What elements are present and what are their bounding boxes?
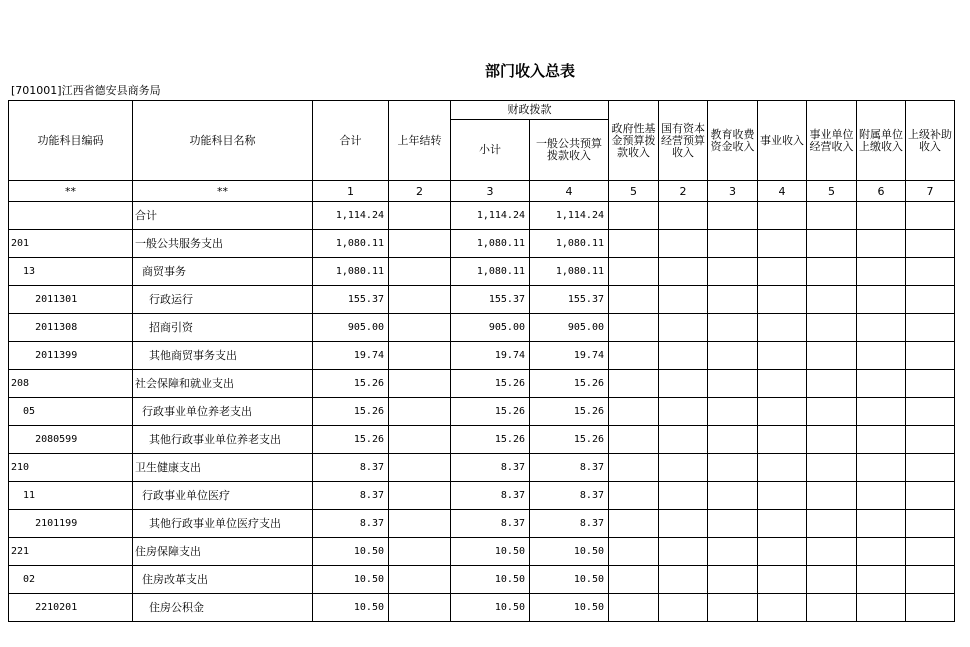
empty-cell [609,342,659,370]
empty-cell [609,314,659,342]
carryover-cell [389,482,451,510]
name-cell: 卫生健康支出 [133,454,313,482]
empty-cell [708,566,758,594]
header-carryover: 上年结转 [389,101,451,181]
subtotal-cell: 1,080.11 [451,230,530,258]
total-cell: 15.26 [313,370,389,398]
table-row [9,230,955,258]
carryover-cell [389,594,451,622]
subtotal-cell: 8.37 [451,454,530,482]
name-cell: 行政事业单位养老支出 [133,398,313,426]
general-budget-cell: 155.37 [530,286,609,314]
subtotal-cell: 1,080.11 [451,258,530,286]
table-row [9,398,955,426]
empty-cell [659,510,708,538]
name-cell: 其他行政事业单位医疗支出 [133,510,313,538]
empty-cell [857,566,906,594]
code-cell: 210 [9,454,133,482]
empty-cell [906,566,955,594]
code-cell: 2011308 [9,314,133,342]
code-cell: 201 [9,230,133,258]
code-cell: 2210201 [9,594,133,622]
index-cell: 6 [857,181,906,202]
carryover-cell [389,314,451,342]
empty-cell [708,510,758,538]
empty-cell [906,426,955,454]
total-cell: 1,080.11 [313,230,389,258]
empty-cell [857,286,906,314]
carryover-cell [389,342,451,370]
empty-cell [857,230,906,258]
subtotal-cell: 8.37 [451,510,530,538]
empty-cell [906,202,955,230]
index-cell: 7 [906,181,955,202]
empty-cell [857,258,906,286]
empty-cell [807,258,857,286]
empty-cell [609,202,659,230]
empty-cell [609,258,659,286]
code-cell: 02 [9,566,133,594]
empty-cell [609,398,659,426]
subtotal-cell: 19.74 [451,342,530,370]
subtotal-cell: 155.37 [451,286,530,314]
empty-cell [906,454,955,482]
empty-cell [609,482,659,510]
empty-cell [659,538,708,566]
general-budget-cell: 8.37 [530,454,609,482]
empty-cell [857,594,906,622]
empty-cell [708,594,758,622]
subtotal-cell: 10.50 [451,538,530,566]
carryover-cell [389,454,451,482]
empty-cell [857,454,906,482]
empty-cell [758,454,807,482]
empty-cell [609,454,659,482]
carryover-cell [389,538,451,566]
empty-cell [659,398,708,426]
name-cell: 一般公共服务支出 [133,230,313,258]
empty-cell [807,510,857,538]
empty-cell [708,258,758,286]
index-row [9,181,955,202]
name-cell: 住房保障支出 [133,538,313,566]
empty-cell [807,370,857,398]
subtotal-cell: 15.26 [451,398,530,426]
code-cell: 2011399 [9,342,133,370]
total-cell: 8.37 [313,510,389,538]
empty-cell [758,230,807,258]
total-cell: 1,080.11 [313,258,389,286]
empty-cell [659,230,708,258]
income-summary-table [8,100,955,622]
subtotal-cell: 905.00 [451,314,530,342]
empty-cell [708,482,758,510]
header-code: 功能科目编码 [9,101,133,181]
subtotal-cell: 15.26 [451,370,530,398]
empty-cell [906,398,955,426]
name-cell: 其他行政事业单位养老支出 [133,426,313,454]
code-cell: 2080599 [9,426,133,454]
empty-cell [807,342,857,370]
header-name: 功能科目名称 [133,101,313,181]
empty-cell [659,566,708,594]
general-budget-cell: 15.26 [530,398,609,426]
total-cell: 15.26 [313,398,389,426]
empty-cell [758,314,807,342]
empty-cell [609,538,659,566]
empty-cell [857,426,906,454]
empty-cell [857,370,906,398]
code-cell: 13 [9,258,133,286]
header-gov-fund: 政府性基金预算拨款收入 [609,101,659,181]
empty-cell [708,398,758,426]
empty-cell [807,594,857,622]
empty-cell [758,426,807,454]
carryover-cell [389,202,451,230]
empty-cell [659,314,708,342]
table-row [9,566,955,594]
empty-cell [609,230,659,258]
index-cell: 3 [451,181,530,202]
header-affiliated-income: 附属单位上缴收入 [857,101,906,181]
name-cell: 社会保障和就业支出 [133,370,313,398]
general-budget-cell: 1,080.11 [530,258,609,286]
header-fiscal-group: 财政拨款 [451,101,609,120]
empty-cell [758,202,807,230]
empty-cell [659,370,708,398]
header-state-capital: 国有资本经营预算收入 [659,101,708,181]
code-cell: 221 [9,538,133,566]
total-cell: 8.37 [313,454,389,482]
page-title: 部门收入总表 [484,62,575,80]
general-budget-cell: 15.26 [530,426,609,454]
empty-cell [906,258,955,286]
index-cell: 4 [530,181,609,202]
general-budget-cell: 15.26 [530,370,609,398]
total-cell: 10.50 [313,594,389,622]
unit-label: [701001]江西省德安县商务局 [11,84,161,97]
empty-cell [857,202,906,230]
carryover-cell [389,566,451,594]
subtotal-cell: 10.50 [451,594,530,622]
empty-cell [807,202,857,230]
empty-cell [857,342,906,370]
header-general-budget: 一般公共预算拨款收入 [530,120,609,181]
table-row [9,202,955,230]
header-education-fee: 教育收费资金收入 [708,101,758,181]
total-cell: 155.37 [313,286,389,314]
table-row [9,342,955,370]
carryover-cell [389,398,451,426]
empty-cell [758,482,807,510]
code-cell: 05 [9,398,133,426]
empty-cell [708,314,758,342]
empty-cell [659,202,708,230]
code-cell: 208 [9,370,133,398]
header-subsidy-income: 上级补助收入 [906,101,955,181]
name-cell: 住房公积金 [133,594,313,622]
carryover-cell [389,370,451,398]
table-row [9,482,955,510]
table-row [9,286,955,314]
general-budget-cell: 19.74 [530,342,609,370]
subtotal-cell: 10.50 [451,566,530,594]
empty-cell [758,286,807,314]
empty-cell [807,426,857,454]
table-row [9,594,955,622]
empty-cell [807,230,857,258]
empty-cell [906,538,955,566]
table-row [9,426,955,454]
code-cell: 11 [9,482,133,510]
table-row [9,510,955,538]
empty-cell [659,454,708,482]
empty-cell [758,398,807,426]
empty-cell [609,370,659,398]
header-total: 合计 [313,101,389,181]
empty-cell [857,538,906,566]
empty-cell [708,286,758,314]
general-budget-cell: 905.00 [530,314,609,342]
empty-cell [659,594,708,622]
empty-cell [857,510,906,538]
header-business-income: 事业收入 [758,101,807,181]
empty-cell [807,566,857,594]
subtotal-cell: 15.26 [451,426,530,454]
empty-cell [906,510,955,538]
index-cell: ** [9,181,133,202]
empty-cell [857,314,906,342]
carryover-cell [389,510,451,538]
empty-cell [609,286,659,314]
empty-cell [807,398,857,426]
name-cell: 商贸事务 [133,258,313,286]
empty-cell [906,230,955,258]
empty-cell [906,482,955,510]
empty-cell [609,566,659,594]
index-cell: 1 [313,181,389,202]
name-cell: 行政运行 [133,286,313,314]
index-cell: 5 [609,181,659,202]
name-cell: 合计 [133,202,313,230]
empty-cell [758,370,807,398]
index-cell: 4 [758,181,807,202]
table-row [9,370,955,398]
name-cell: 招商引资 [133,314,313,342]
general-budget-cell: 10.50 [530,538,609,566]
general-budget-cell: 10.50 [530,594,609,622]
empty-cell [708,454,758,482]
carryover-cell [389,230,451,258]
total-cell: 8.37 [313,482,389,510]
empty-cell [659,258,708,286]
empty-cell [708,538,758,566]
general-budget-cell: 8.37 [530,510,609,538]
header-subtotal: 小计 [451,120,530,181]
empty-cell [708,370,758,398]
total-cell: 10.50 [313,538,389,566]
empty-cell [807,482,857,510]
empty-cell [807,314,857,342]
general-budget-cell: 8.37 [530,482,609,510]
empty-cell [708,202,758,230]
empty-cell [857,482,906,510]
subtotal-cell: 8.37 [451,482,530,510]
empty-cell [906,286,955,314]
empty-cell [758,510,807,538]
total-cell: 10.50 [313,566,389,594]
name-cell: 住房改革支出 [133,566,313,594]
code-cell: 2011301 [9,286,133,314]
table-row [9,258,955,286]
carryover-cell [389,286,451,314]
subtotal-cell: 1,114.24 [451,202,530,230]
table-row [9,454,955,482]
carryover-cell [389,426,451,454]
index-cell: 5 [807,181,857,202]
empty-cell [609,426,659,454]
empty-cell [758,342,807,370]
empty-cell [758,538,807,566]
table-row [9,538,955,566]
general-budget-cell: 10.50 [530,566,609,594]
empty-cell [906,370,955,398]
table-row [9,314,955,342]
carryover-cell [389,258,451,286]
header-operating-income: 事业单位经营收入 [807,101,857,181]
empty-cell [708,342,758,370]
empty-cell [708,230,758,258]
total-cell: 905.00 [313,314,389,342]
name-cell: 其他商贸事务支出 [133,342,313,370]
empty-cell [906,314,955,342]
general-budget-cell: 1,080.11 [530,230,609,258]
total-cell: 1,114.24 [313,202,389,230]
empty-cell [857,398,906,426]
empty-cell [659,342,708,370]
empty-cell [659,426,708,454]
total-cell: 15.26 [313,426,389,454]
empty-cell [609,594,659,622]
empty-cell [807,286,857,314]
index-cell: ** [133,181,313,202]
empty-cell [906,342,955,370]
name-cell: 行政事业单位医疗 [133,482,313,510]
code-cell [9,202,133,230]
empty-cell [758,258,807,286]
index-cell: 3 [708,181,758,202]
empty-cell [659,482,708,510]
index-cell: 2 [659,181,708,202]
empty-cell [807,538,857,566]
empty-cell [609,510,659,538]
empty-cell [758,594,807,622]
empty-cell [659,286,708,314]
empty-cell [708,426,758,454]
empty-cell [758,566,807,594]
empty-cell [807,454,857,482]
index-cell: 2 [389,181,451,202]
code-cell: 2101199 [9,510,133,538]
empty-cell [906,594,955,622]
total-cell: 19.74 [313,342,389,370]
general-budget-cell: 1,114.24 [530,202,609,230]
